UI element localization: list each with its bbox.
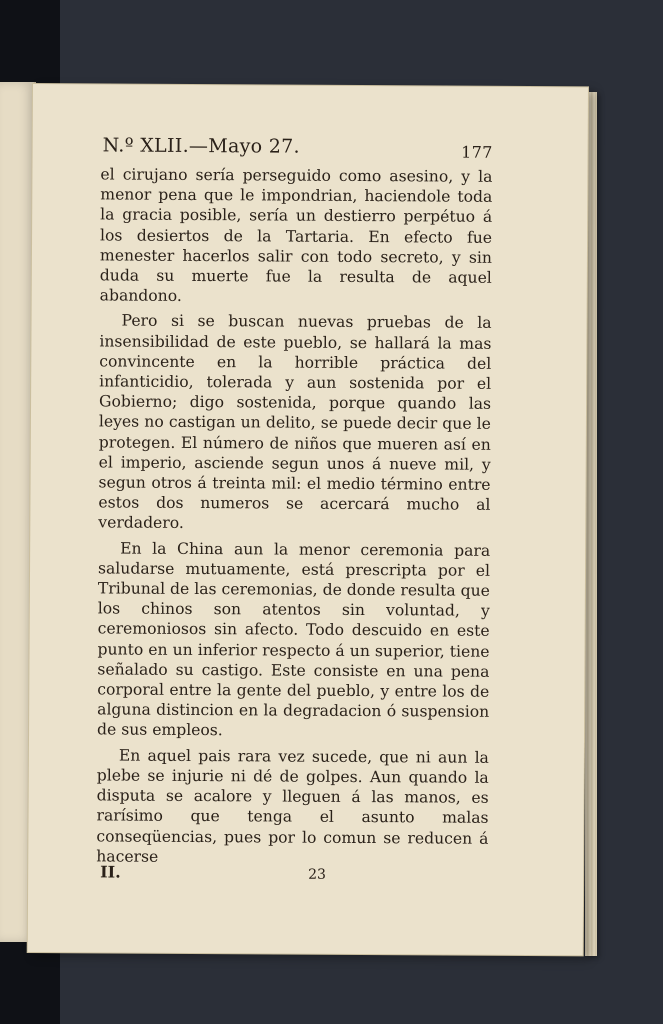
page-footer xyxy=(98,862,488,888)
signature-mark: 23 xyxy=(308,866,327,883)
running-header xyxy=(103,134,493,164)
page-number: 177 xyxy=(461,142,493,162)
book-page xyxy=(28,84,588,955)
volume-mark: II. xyxy=(100,862,121,882)
paragraph-3: En la China aun la menor ceremonia para saludarse mutuamente, está prescripta por el Tribunal de las ceremonias, de donde resulta que los chinos son atentos sin voluntad, y ceremoniosos sin afecto. Todo descuido en este punto en un inferior respecto á un superior, tiene señalado su castigo. Este consiste en una pena corporal entre la gente del pueblo, y entre los de alguna distincion en la degradacion ó suspension de sus empleos. xyxy=(97,539,491,740)
paragraph-4: En aquel pais rara vez sucede, que ni aun la plebe se injurie ni dé de golpes. Aun quando la disputa se acalore y lleguen á las manos, es rarísimo que tenga el asunto malas conseqüencias, pues por lo comun se reducen á hacerse xyxy=(96,746,489,866)
paragraph-1: el cirujano sería perseguido como asesino, y la menor pena que le impondrian, haciendole toda la gracia posible, sería un destierro perpétuo á los desiertos de la Tartaria. En efecto fue menester hacerlos salir con todo secreto, y sin duda su muerte fue la resulta de aquel abandono. xyxy=(99,165,493,306)
issue-title: N.º XLII.—Mayo 27. xyxy=(102,134,300,158)
paragraph-2: Pero si se buscan nuevas pruebas de la insensibilidad de este pueblo, se hallará la mas convincente en la horrible práctica del infanticidio, tolerada y aun sostenida por el Gobierno; digo sostenida, porque quando las leyes no castigan un delito, se puede decir que le protegen. El número de niños que mueren así en el imperio, asciende segun unos á nueve mil, y segun otros á treinta mil: el medio término entre estos dos numeros se acercará mucho al verdadero. xyxy=(98,311,492,533)
body-text xyxy=(96,164,492,868)
